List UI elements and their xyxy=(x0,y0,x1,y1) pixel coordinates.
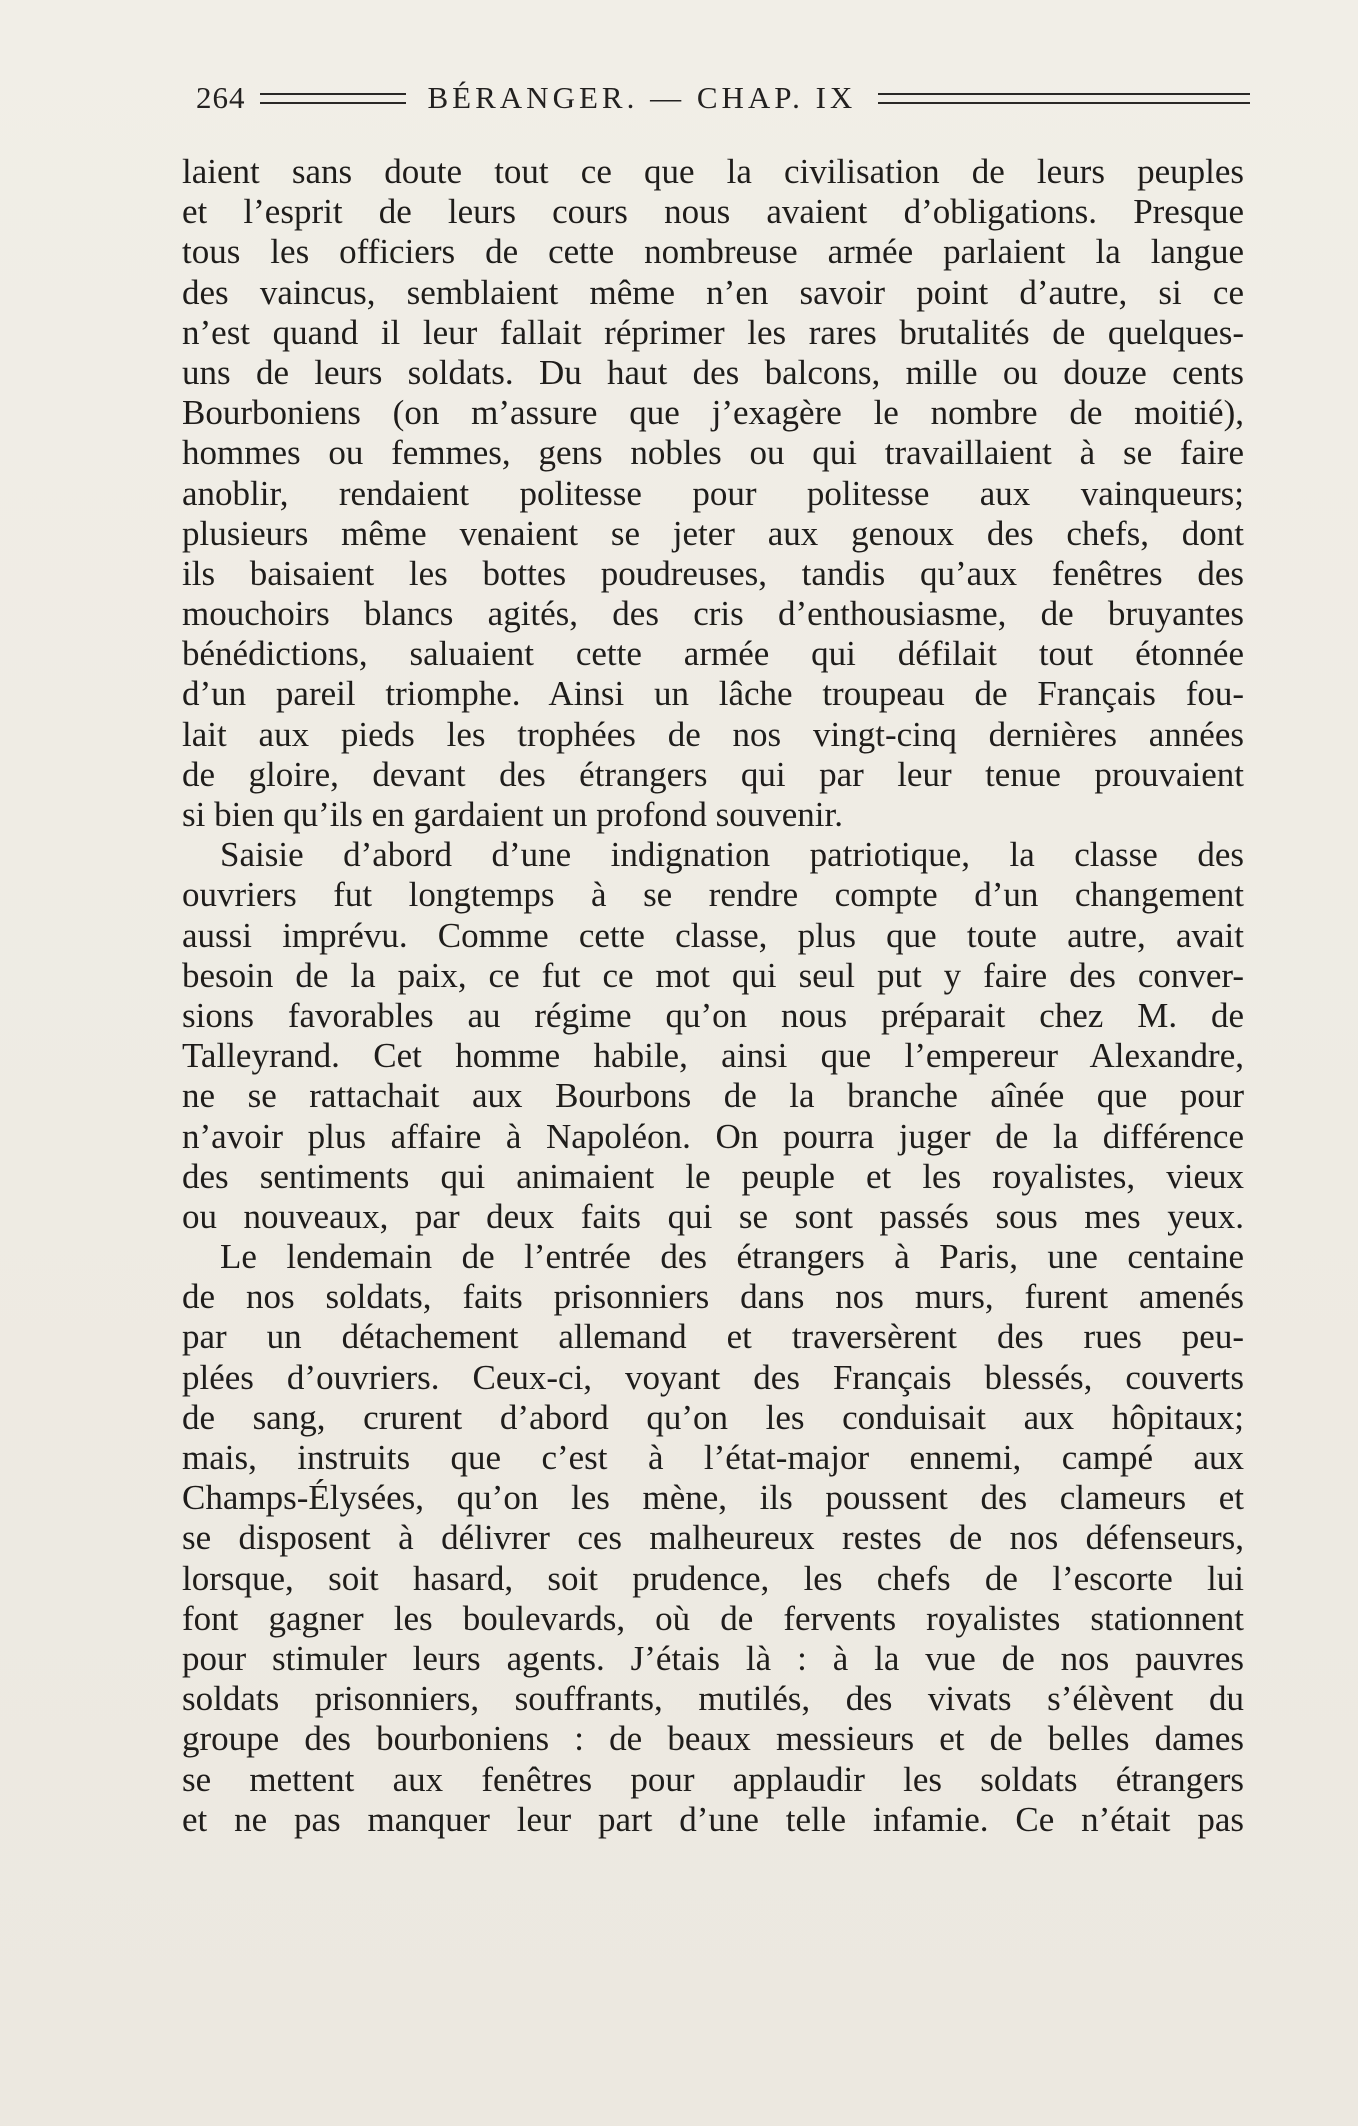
text-line: si bien qu’ils en gardaient un profond souvenir. xyxy=(182,795,843,834)
page-number: 264 xyxy=(196,80,246,115)
running-title: BÉRANGER. — CHAP. IX xyxy=(427,80,857,115)
text-line: laient sans doute tout ce que la civilisation de leurs peuples xyxy=(182,152,1244,191)
text-line: de gloire, devant des étrangers qui par leur tenue prouvaient xyxy=(182,754,1244,794)
text-line: groupe des bourboniens : de beaux messieurs et de belles dames xyxy=(182,1719,1244,1759)
text-line: besoin de la paix, ce fut ce mot qui seul put y faire des conver- xyxy=(182,955,1244,995)
text-line: et ne pas manquer leur part d’une telle infamie. Ce n’était pas xyxy=(182,1799,1244,1839)
text-line: hommes ou femmes, gens nobles ou qui travaillaient à se faire xyxy=(182,433,1244,473)
text-line: anoblir, rendaient politesse pour politesse aux vainqueurs; xyxy=(182,473,1244,513)
running-head xyxy=(196,78,1250,118)
text-line: n’avoir plus affaire à Napoléon. On pourra juger de la différence xyxy=(182,1116,1244,1156)
text-line: mouchoirs blancs agités, des cris d’enthousiasme, de bruyantes xyxy=(182,594,1244,634)
text-line: plées d’ouvriers. Ceux-ci, voyant des Français blessés, couverts xyxy=(182,1357,1244,1397)
text-line: tous les officiers de cette nombreuse armée parlaient la langue xyxy=(182,232,1244,272)
text-line: se mettent aux fenêtres pour applaudir les soldats étrangers xyxy=(182,1759,1244,1799)
text-line: Champs-Élysées, qu’on les mène, ils poussent des clameurs et xyxy=(182,1478,1244,1518)
text-line: sions favorables au régime qu’on nous préparait chez M. de xyxy=(182,995,1244,1035)
text-line: ou nouveaux, par deux faits qui se sont passés sous mes yeux. xyxy=(182,1196,1244,1236)
text-line: soldats prisonniers, souffrants, mutilés, des vivats s’élèvent du xyxy=(182,1679,1244,1719)
text-line: mais, instruits que c’est à l’état-major ennemi, campé aux xyxy=(182,1438,1244,1477)
text-line: ne se rattachait aux Bourbons de la branche aînée que pour xyxy=(182,1076,1244,1116)
text-line: uns de leurs soldats. Du haut des balcons, mille ou douze cents xyxy=(182,352,1244,392)
body-text xyxy=(182,152,1244,1840)
text-line: ils baisaient les bottes poudreuses, tandis qu’aux fenêtres des xyxy=(182,553,1244,593)
text-line: Talleyrand. Cet homme habile, ainsi que l’empereur Alexandre, xyxy=(182,1036,1244,1076)
text-line: lorsque, soit hasard, soit prudence, les chefs de l’escorte lui xyxy=(182,1558,1244,1598)
text-line: se disposent à délivrer ces malheureux restes de nos défenseurs, xyxy=(182,1518,1244,1558)
text-line: bénédictions, saluaient cette armée qui défilait tout étonnée xyxy=(182,634,1244,674)
text-line: de sang, crurent d’abord qu’on les conduisait aux hôpitaux; xyxy=(182,1397,1244,1437)
paragraph-2 xyxy=(182,835,1244,1237)
text-line: font gagner les boulevards, où de fervents royalistes stationnent xyxy=(182,1598,1244,1638)
paragraph-1 xyxy=(182,152,1244,835)
text-line: lait aux pieds les trophées de nos vingt-cinq dernières années xyxy=(182,714,1244,754)
text-line: de nos soldats, faits prisonniers dans nos murs, furent amenés xyxy=(182,1277,1244,1317)
text-line: des sentiments qui animaient le peuple et les royalistes, vieux xyxy=(182,1156,1244,1196)
text-line: Bourboniens (on m’assure que j’exagère le nombre de moitié), xyxy=(182,393,1244,433)
text-line: des vaincus, semblaient même n’en savoir point d’autre, si ce xyxy=(182,272,1244,312)
header-rule-left xyxy=(260,93,406,104)
text-line: ouvriers fut longtemps à se rendre compte d’un changement xyxy=(182,875,1244,915)
text-line: Le lendemain de l’entrée des étrangers à Paris, une centaine xyxy=(220,1237,1244,1277)
text-line: et l’esprit de leurs cours nous avaient d’obligations. Presque xyxy=(182,192,1244,232)
text-line: n’est quand il leur fallait réprimer les rares brutalités de quelques- xyxy=(182,312,1244,352)
text-line: plusieurs même venaient se jeter aux genoux des chefs, dont xyxy=(182,513,1244,553)
text-line: pour stimuler leurs agents. J’étais là : à la vue de nos pauvres xyxy=(182,1638,1244,1678)
text-line: aussi imprévu. Comme cette classe, plus que toute autre, avait xyxy=(182,915,1244,955)
header-rule-right xyxy=(878,93,1250,104)
paragraph-3 xyxy=(182,1237,1244,1840)
text-line: par un détachement allemand et traversèrent des rues peu- xyxy=(182,1317,1244,1357)
text-line: Saisie d’abord d’une indignation patriotique, la classe des xyxy=(220,835,1244,875)
text-line: d’un pareil triomphe. Ainsi un lâche troupeau de Français fou- xyxy=(182,674,1244,714)
